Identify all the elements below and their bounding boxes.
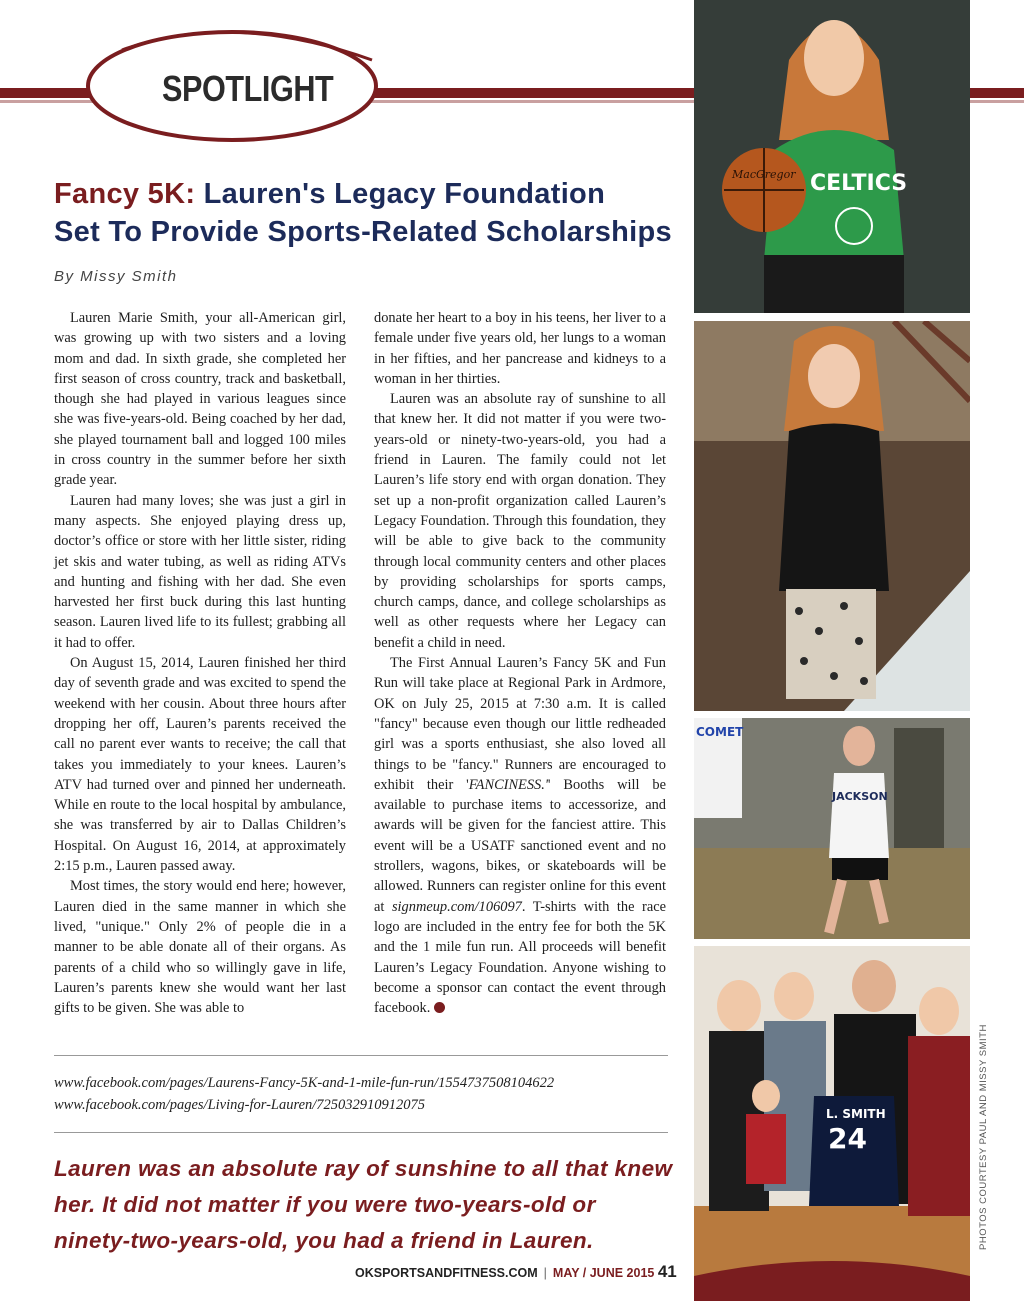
photo-family-jersey (694, 946, 970, 1301)
photo-credit: PHOTOS COURTESY PAUL AND MISSY SMITH (978, 1024, 989, 1250)
article-column-1 (54, 308, 346, 1018)
paragraph: Most times, the story would end here; however, Lauren died in the same manner in which she lived, "unique." Only 2% of people die in a manner to be able donate all of their organs. As parents of a child who so willingly gave in life, Lauren’s parents knew she would want her last gifts to be given. She was able to (54, 878, 346, 1017)
photo-runner (694, 718, 970, 939)
byline: By Missy Smith (54, 268, 178, 285)
page-number: 41 (657, 1262, 677, 1281)
paragraph: On August 15, 2014, Lauren finished her third day of seventh grade and was excited to spend the weekend with her cousin. About three hours after dropping her off, Lauren’s parents received the call no parent ever wants to receive; the call that takes you immediately to your knees. Lauren’s ATV had turned over and pinned her underneath. While en route to the local hospital by ambulance, she was transferred by air to Dallas Children’s Hospital. On August 16, 2014, at approximately 2:15 p.m., Lauren passed away. (54, 655, 346, 875)
divider (54, 1055, 668, 1056)
runner-bib-text: JACKSON (832, 790, 888, 803)
headline-line1: Lauren's Legacy Foundation (195, 178, 606, 210)
divider (54, 1132, 668, 1133)
jersey-text: CELTICS (810, 171, 908, 196)
comet-shirt-text: COMET (696, 725, 744, 739)
paragraph: donate her heart to a boy in his teens, her liver to a female under five years old, her lungs to a woman in her fifties, and her pancrease and kidneys to a woman in her thirties. (374, 310, 666, 387)
headline-line2: Set To Provide Sports-Related Scholarships (54, 216, 672, 248)
ball-brand: MacGregor (732, 168, 796, 181)
paragraph: Lauren was an absolute ray of sunshine to all that knew her. It did not matter if you were two-years-old or ninety-two-years-old, you had a friend in Lauren. The family could not let Lauren’s life story end with organ donation. They set up a non-profit organization called Lauren’s Legacy Foundation. Through this foundation, they will be able to give back to the community through local community centers and other places by providing scholarships for sports camps, church camps, dance, and college scholarships as well as other requests where her Legacy can benefit a child in need. (374, 391, 666, 651)
photo-outdoor-portrait (694, 321, 970, 711)
links-block (54, 1072, 554, 1116)
paragraph-text: ' Booths will be available to purchase items to accessorize, and awards will be given for the fanciest attire. This event will be a USATF sanctioned event and no strollers, wagons, bikes, or skateboards will be allowed. Runners can register online for this event at (374, 776, 666, 915)
pull-quote: Lauren was an absolute ray of sunshine to all that knew her. It did not matter if you were two-years-old or ninety-two-years-old, you had a friend in Lauren. (54, 1156, 673, 1253)
end-mark-icon (434, 1002, 445, 1013)
signup-link[interactable]: signmeup.com/106097 (391, 898, 522, 915)
headline (54, 175, 674, 251)
paragraph: Lauren Marie Smith, your all-American girl, was growing up with two sisters and a loving mom and dad. In sixth grade, she completed her first season of cross country, track and basketball, though she had played in various leagues since she was five-years-old. Being coached by her dad, she played tournament ball and logged 100 miles in cross country in the summer before her sixth grade year. (54, 310, 346, 489)
article-column-2 (374, 308, 666, 1018)
facebook-link[interactable]: www.facebook.com/pages/Laurens-Fancy-5K-and-1-mile-fun-run/1554737508104622 (54, 1075, 555, 1091)
facebook-link[interactable]: www.facebook.com/pages/Living-for-Lauren/725032910912075 (54, 1097, 426, 1113)
jersey-name-text: L. SMITH (826, 1107, 886, 1121)
jersey-number-text: 24 (828, 1122, 867, 1155)
footer-issue: MAY / JUNE 2015 (552, 1266, 655, 1280)
footer-separator: | (543, 1266, 547, 1280)
photo-basketball-portrait (694, 0, 970, 313)
fanciness-emphasis: FANCINESS.' (468, 776, 548, 793)
footer-site: OKSPORTSANDFITNESS.COM (355, 1266, 538, 1280)
paragraph-text: The First Annual Lauren’s Fancy 5K and Fun Run will take place at Regional Park in Ardmore, OK on July 25, 2015 at 7:30 a.m. It is called "fancy" because even though our little redheaded girl was a sports enthusiast, she also loved all things to be "fancy." Runners are encouraged to exhibit their ' (374, 655, 666, 793)
paragraph (374, 653, 666, 1018)
paragraph-text: . T-shirts with the race logo are included in the entry fee for both the 5K and the 1 mile fun run. All proceeds will benefit Lauren’s Legacy Foundation. Anyone wishing to become a sponsor can contact the event through facebook. (374, 898, 667, 1017)
headline-red: Fancy 5K: (54, 178, 196, 210)
paragraph: Lauren had many loves; she was just a girl in many aspects. She enjoyed playing dress up, doctor’s office or store with her little sister, riding jet skis and water tubing, as well as riding ATVs and hunting and fishing with her dad. She even harvested her first buck during this last hunting season. Lauren lived life to its fullest; grabbing all it had to offer. (54, 492, 346, 651)
section-label: SPOTLIGHT (162, 68, 334, 109)
page-footer (355, 1262, 677, 1282)
